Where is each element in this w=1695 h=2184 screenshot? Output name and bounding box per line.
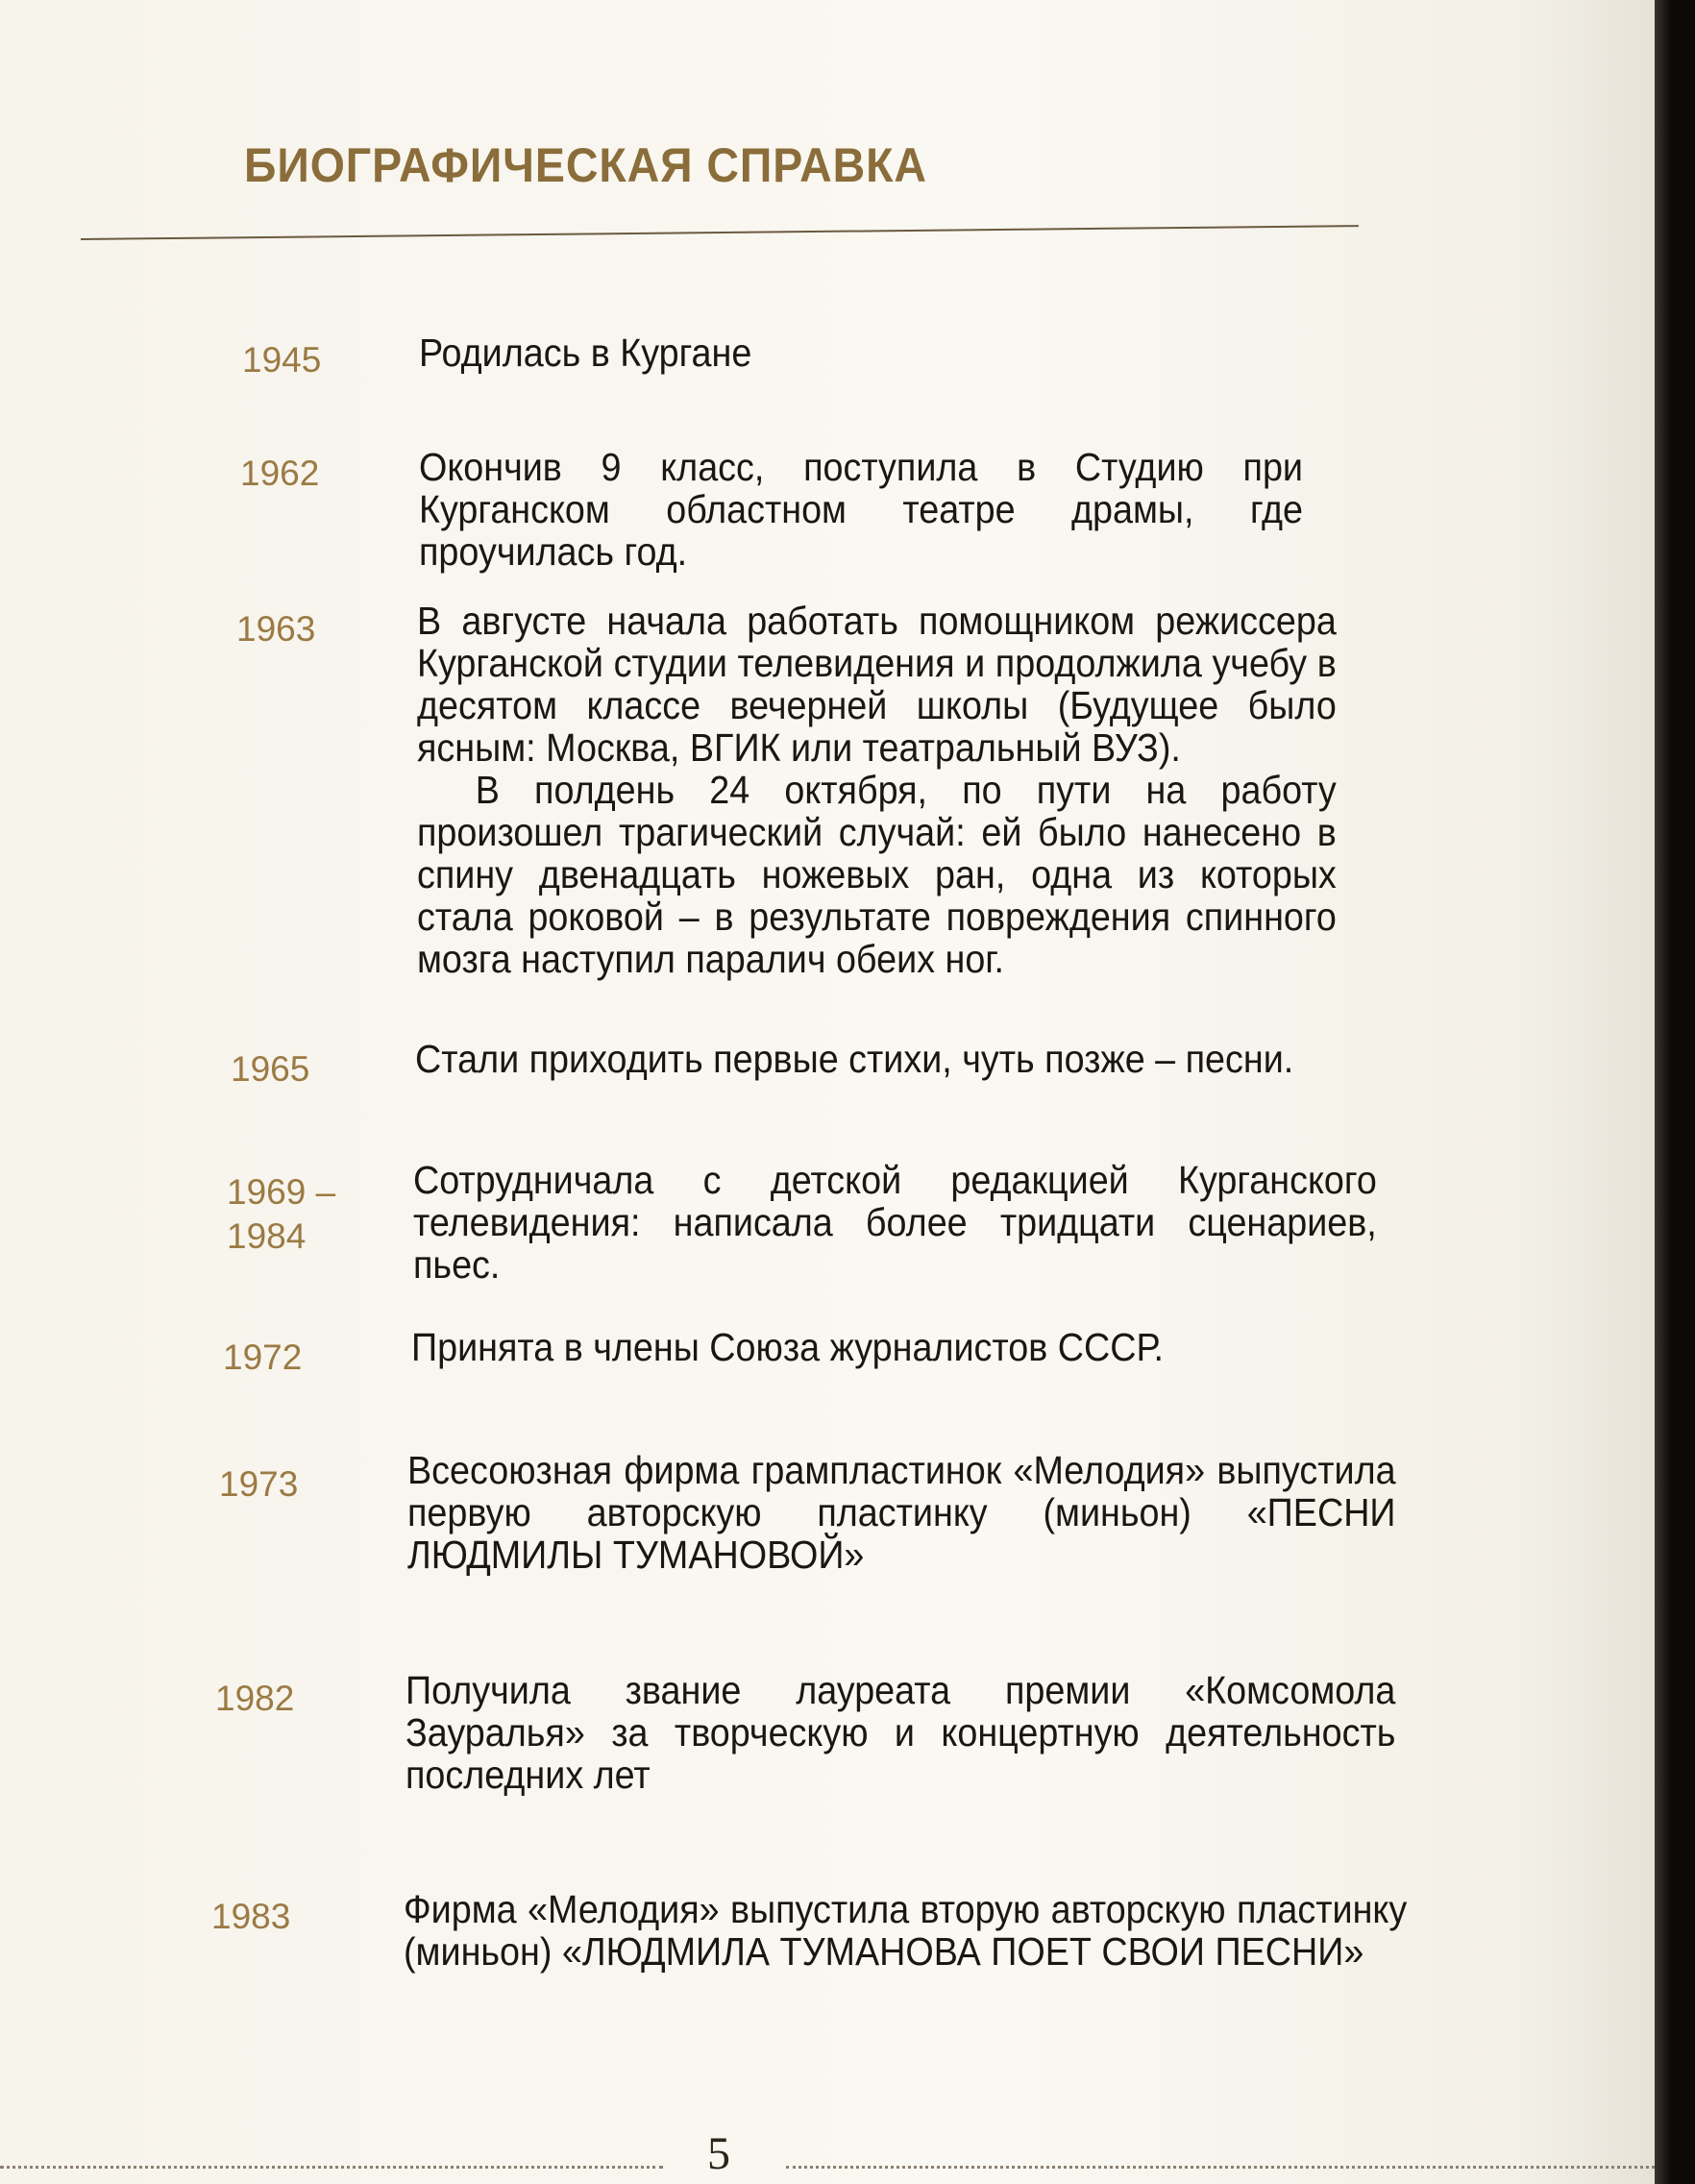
- entry-text: [405, 1669, 1395, 1796]
- title-divider: [81, 225, 1359, 240]
- entry-paragraph: Сотрудничала с детской редакцией Курганского телевидения: написала более тридцати сценариев, пьес.: [413, 1158, 1377, 1287]
- footer-rule-left: [0, 2166, 663, 2169]
- entry-year-line: 1982: [215, 1679, 295, 1718]
- entry-text: [411, 1326, 1366, 1368]
- entry-year: [242, 338, 321, 382]
- entry-year-line: 1984: [227, 1216, 307, 1256]
- page-title: БИОГРАФИЧЕСКАЯ СПРАВКА: [244, 138, 927, 192]
- page-edge-shadow: [1655, 0, 1695, 2184]
- entry-year: [219, 1462, 298, 1507]
- entry-year-line: 1973: [219, 1464, 299, 1504]
- entry-paragraph: Родилась в Кургане: [419, 331, 752, 375]
- entry-paragraph: Фирма «Мелодия» выпустила вторую авторскую пластинку (миньон) «ЛЮДМИЛА ТУМАНОВА ПОЕТ СВОИ ПЕСНИ»: [404, 1887, 1408, 1974]
- entry-year: [223, 1336, 302, 1380]
- entry-year: [211, 1895, 290, 1939]
- entry-text: [419, 446, 1303, 573]
- entry-text: [404, 1888, 1407, 1973]
- entry-year-line: 1983: [211, 1897, 291, 1936]
- entry-year: [236, 607, 315, 651]
- entry-text: [415, 1038, 1352, 1080]
- entry-paragraph: Принята в члены Союза журналистов СССР.: [411, 1325, 1164, 1369]
- entry-year-line: 1969 –: [227, 1172, 336, 1212]
- entry-year-line: 1972: [223, 1337, 303, 1377]
- entry-year-line: 1945: [242, 340, 322, 380]
- entry-year-line: 1963: [236, 609, 316, 649]
- entry-paragraph: Получила звание лауреата премии «Комсомола Зауралья» за творческую и концертную деятельность последних лет: [405, 1668, 1396, 1797]
- entry-paragraph: В августе начала работать помощником режиссера Курганской студии телевидения и продолжила учебу в десятом классе вечерней школы (Будущее было ясным: Москва, ВГИК или театральный ВУЗ).: [417, 599, 1337, 770]
- entry-year-line: 1965: [231, 1049, 310, 1089]
- entry-text: [419, 331, 1303, 374]
- entry-paragraph: Окончив 9 класс, поступила в Студию при Курганском областном театре драмы, где проучилась год.: [419, 445, 1303, 574]
- entry-year: [231, 1047, 309, 1092]
- entry-year: [215, 1677, 294, 1721]
- entry-text: [407, 1449, 1396, 1576]
- page-number: 5: [707, 2128, 730, 2179]
- footer-rule-right: [786, 2166, 1655, 2169]
- entry-year-line: 1962: [240, 454, 320, 493]
- entry-paragraph: Всесоюзная фирма грампластинок «Мелодия» выпустила первую авторскую пластинку (миньон) «ПЕСНИ ЛЮДМИЛЫ ТУМАНОВОЙ»: [407, 1448, 1396, 1577]
- entry-paragraph: Стали приходить первые стихи, чуть позже – песни.: [415, 1037, 1294, 1081]
- entry-year: [240, 452, 319, 496]
- entry-text: [413, 1159, 1377, 1286]
- entry-text: [417, 600, 1337, 980]
- entry-paragraph: В полдень 24 октября, по пути на работу произошел трагический случай: ей было нанесено в спину двенадцать ножевых ран, одна из которых стала роковой – в результате повреждения спинного мозга наступил паралич обеих ног.: [417, 768, 1337, 981]
- entry-year: [227, 1170, 335, 1259]
